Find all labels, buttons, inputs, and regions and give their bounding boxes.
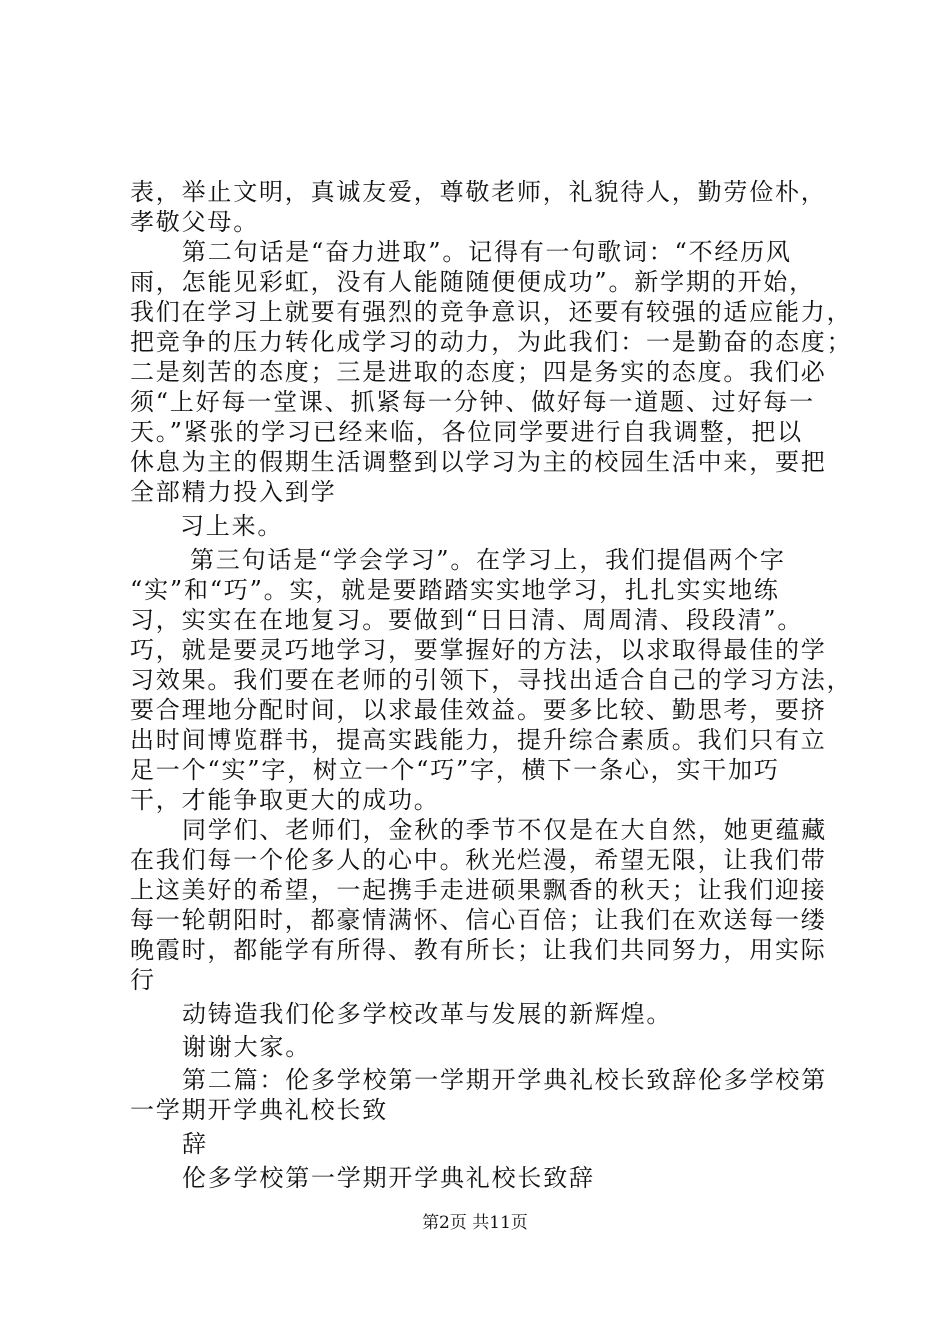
text-line: 第二篇：伦多学校第一学期开学典礼校长致辞伦多学校第 [182, 1066, 827, 1094]
text-line: 晚霞时，都能学有所得、教有所长；让我们共同努力，用实际 [130, 936, 827, 964]
text-line: 伦多学校第一学期开学典礼校长致辞 [182, 1164, 595, 1192]
text-line: 干，才能争取更大的成功。 [130, 786, 440, 814]
text-line: 足一个“实”字，树立一个“巧”字，横下一条心，实干加巧 [130, 756, 780, 784]
text-line: 习上来。 [180, 512, 284, 540]
text-line: 全部精力投入到学 [130, 478, 337, 506]
text-line: 二是刻苦的态度；三是进取的态度；四是务实的态度。我们必 [130, 358, 827, 386]
text-line: 天。”紧张的学习已经来临，各位同学要进行自我调整，把以 [130, 418, 803, 446]
text-line: 要合理地分配时间，以求最佳效益。要多比较、勤思考，要挤 [130, 696, 827, 724]
text-line: 行 [130, 966, 156, 994]
text-line: “实”和“巧”。实，就是要踏踏实实地学习，扎扎实实地练 [130, 576, 780, 604]
text-line: 孝敬父母。 [130, 208, 259, 236]
text-line: 第三句话是“学会学习”。在学习上，我们提倡两个字 [190, 546, 786, 574]
text-line: 把竞争的压力转化成学习的动力，为此我们：一是勤奋的态度； [130, 328, 853, 356]
text-line: 同学们、老师们，金秋的季节不仅是在大自然，她更蕴藏 [182, 816, 827, 844]
text-line: 每一轮朝阳时，都豪情满怀、信心百倍；让我们在欢送每一缕 [130, 906, 827, 934]
text-line: 习，实实在在地复习。要做到“日日清、周周清、段段清”。 [130, 606, 804, 634]
text-line: 辞 [182, 1130, 208, 1158]
text-line: 上这美好的希望，一起携手走进硕果飘香的秋天；让我们迎接 [130, 876, 827, 904]
text-line: 休息为主的假期生活调整到以学习为主的校园生活中来，要把 [130, 448, 827, 476]
text-line: 雨，怎能见彩虹，没有人能随随便便成功”。新学期的开始， [130, 268, 815, 296]
text-line: 习效果。我们要在老师的引领下，寻找出适合自己的学习方法， [130, 666, 853, 694]
text-line: 在我们每一个伦多人的心中。秋光烂漫，希望无限，让我们带 [130, 846, 827, 874]
text-line: 须“上好每一堂课、抓紧每一分钟、做好每一道题、过好每一 [130, 388, 815, 416]
text-line: 我们在学习上就要有强烈的竞争意识，还要有较强的适应能力， [130, 298, 853, 326]
text-line: 第二句话是“奋力进取”。记得有一句歌词：“不经历风 [182, 238, 792, 266]
text-line: 谢谢大家。 [182, 1033, 311, 1061]
text-line: 动铸造我们伦多学校改革与发展的新辉煌。 [182, 1000, 673, 1028]
page-number-footer: 第2页 共11页 [422, 1213, 528, 1233]
text-line: 表，举止文明，真诚友爱，尊敬老师，礼貌待人，勤劳俭朴， [130, 178, 827, 206]
text-line: 巧，就是要灵巧地学习，要掌握好的方法，以求取得最佳的学 [130, 636, 827, 664]
text-line: 出时间博览群书，提高实践能力，提升综合素质。我们只有立 [130, 726, 827, 754]
text-line: 一学期开学典礼校长致 [130, 1096, 388, 1124]
